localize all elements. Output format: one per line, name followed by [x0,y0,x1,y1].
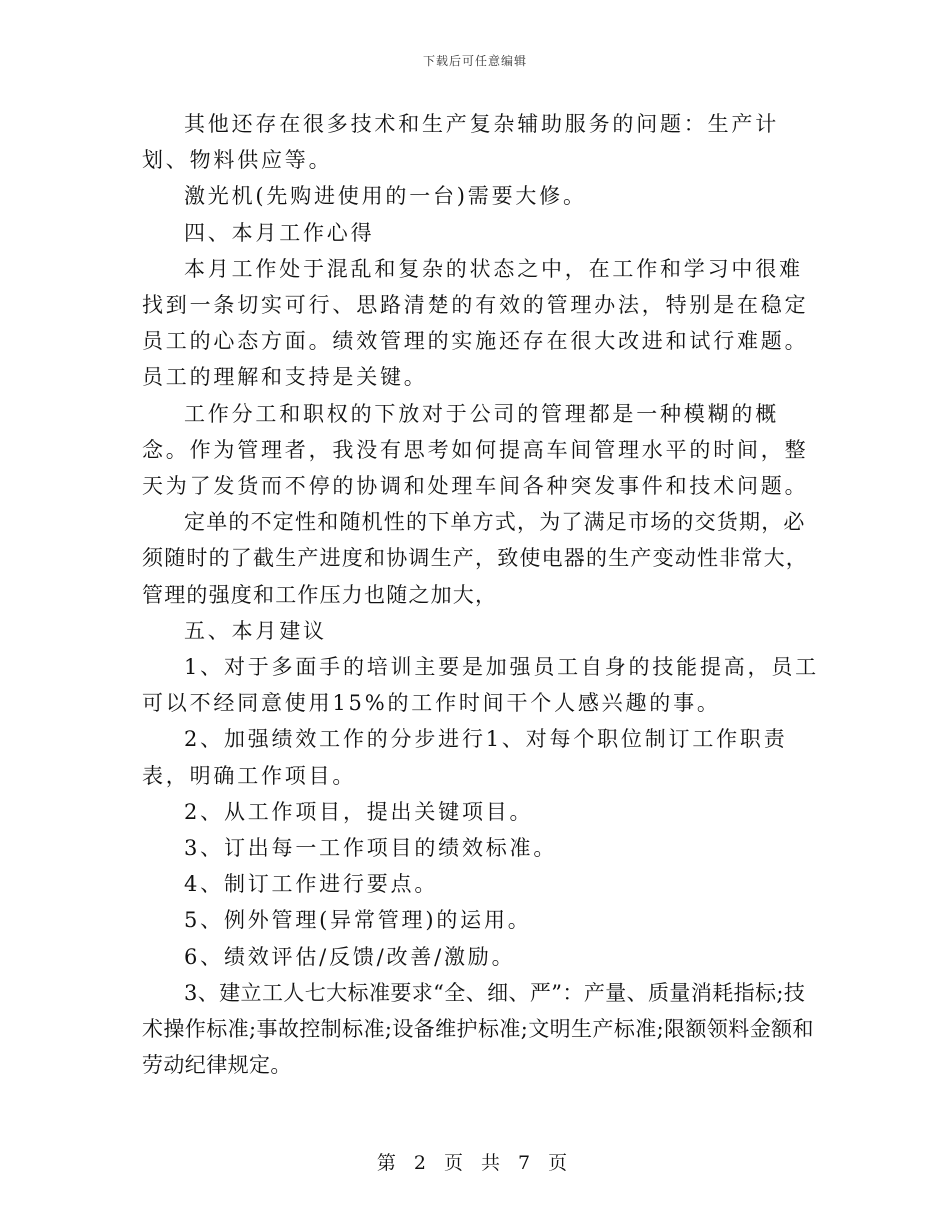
section-heading-work-experience: 四、本月工作心得 [184,220,375,245]
paragraph-sub-4: 4、制订工作进行要点。 [184,872,439,897]
paragraph-sub-3: 3、订出每一工作项目的绩效标准。 [184,836,558,861]
paragraph-suggestion-3: 3、建立工人七大标准要求“全、细、严”：产量、质量消耗指标;技术操作标准;事故控制标准;设备维护标准;文明生产标准;限额领料金额和劳动纪律规定。 [142,980,814,1078]
paragraph-laser-machine: 激光机(先购进使用的一台)需要大修。 [184,184,587,209]
paragraph-sub-6: 6、绩效评估/反馈/改善/激励。 [184,944,516,969]
paragraph-suggestion-1: 1、对于多面手的培训主要是加强员工自身的技能提高，员工可以不经同意使用15%的工作时间干个人感兴趣的事。 [142,655,819,716]
paragraph-sub-5: 5、例外管理(异常管理)的运用。 [184,908,532,933]
paragraph-work-state: 本月工作处于混乱和复杂的状态之中，在工作和学习中很难找到一条切实可行、思路清楚的有效的管理办法，特别是在稳定员工的心态方面。绩效管理的实施还存在很大改进和试行难题。员工的理解和支持是关键。 [142,256,809,390]
paragraph-other-issues: 其他还存在很多技术和生产复杂辅助服务的问题：生产计划、物料供应等。 [142,112,779,173]
page-number-footer: 第 2 页 共 7 页 [376,1152,574,1174]
paragraph-sub-2: 2、从工作项目，提出关键项目。 [184,799,534,824]
paragraph-orders: 定单的不定性和随机性的下单方式，为了满足市场的交货期，必须随时的了截生产进度和协调生产，致使电器的生产变动性非常大，管理的强度和工作压力也随之加大， [142,510,808,607]
header-note: 下载后可任意编辑 [422,54,527,68]
section-heading-suggestions: 五、本月建议 [184,618,327,643]
paragraph-suggestion-2: 2、加强绩效工作的分步进行1、对每个职位制订工作职责表，明确工作项目。 [142,727,788,788]
document-body [142,106,822,1083]
paragraph-delegation: 工作分工和职权的下放对于公司的管理都是一种模糊的概念。作为管理者，我没有思考如何提高车间管理水平的时间，整天为了发货而不停的协调和处理车间各种突发事件和技术问题。 [142,401,809,499]
